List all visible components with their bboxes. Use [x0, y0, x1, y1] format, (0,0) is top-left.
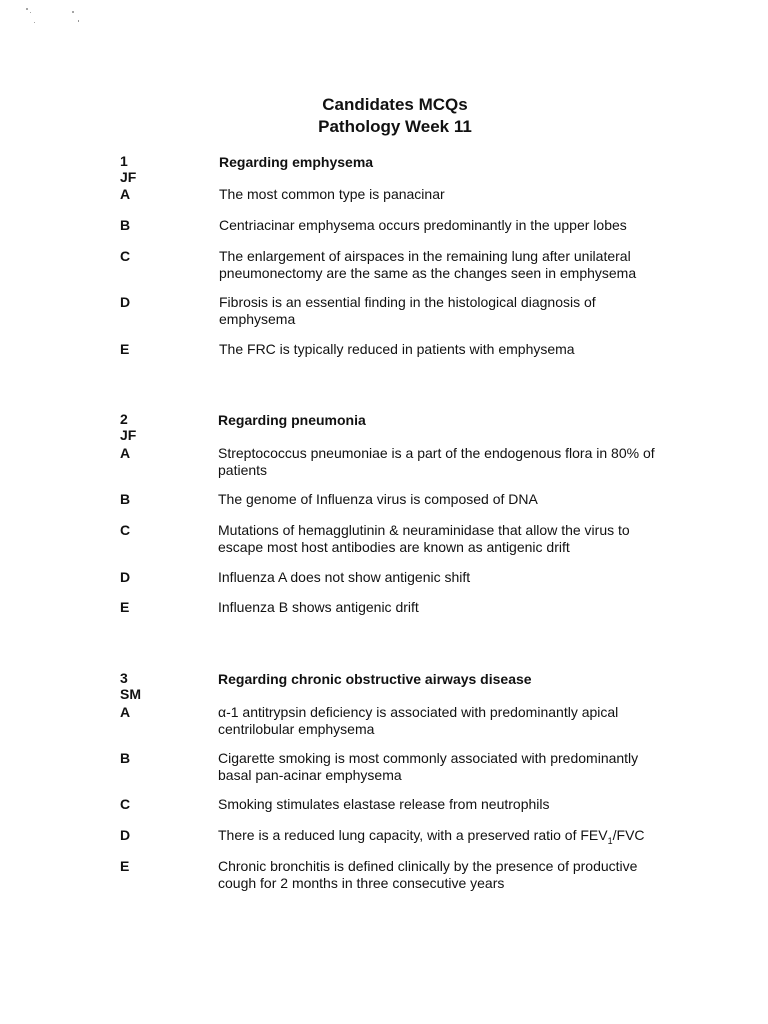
scan-speck — [30, 12, 31, 13]
option-text: Fibrosis is an essential finding in the histological diagnosis of emphysema — [219, 294, 596, 327]
option-letter: E — [120, 599, 130, 615]
option-letter: E — [120, 858, 130, 874]
document-title: Candidates MCQs — [322, 95, 468, 114]
option-letter: D — [120, 569, 131, 585]
option-text: Chronic bronchitis is defined clinically by the presence of productive cough for 2 months in three consecutive years — [218, 858, 638, 891]
option-letter: B — [120, 217, 131, 233]
option-text: Cigarette smoking is most commonly associated with predominantly basal pan-acinar emphysema — [218, 750, 639, 783]
option-letter: C — [120, 796, 131, 812]
author-initials: JF — [120, 427, 137, 443]
question-stem: Regarding pneumonia — [218, 412, 366, 428]
scan-speck — [78, 20, 79, 22]
author-initials: JF — [120, 169, 137, 185]
option-text: α-1 antitrypsin deficiency is associated with predominantly apical centrilobular emphysema — [218, 704, 619, 737]
option-letter: B — [120, 750, 131, 766]
option-letter: A — [120, 186, 131, 202]
scan-speck — [72, 11, 74, 13]
option-text: The enlargement of airspaces in the remaining lung after unilateral pneumonectomy are the same as the changes seen in emphysema — [219, 248, 637, 281]
question-stem: Regarding emphysema — [219, 154, 374, 170]
author-initials: SM — [120, 686, 141, 702]
question-number: 3 — [120, 670, 128, 686]
option-text: Smoking stimulates elastase release from neutrophils — [218, 796, 550, 812]
question-stem: Regarding chronic obstructive airways disease — [218, 671, 532, 687]
option-text-tail: /FVC — [612, 827, 645, 843]
option-text-subscript: 1 — [607, 835, 613, 846]
option-text-main: There is a reduced lung capacity, with a preserved ratio of FEV — [218, 827, 608, 843]
option-text: Centriacinar emphysema occurs predominantly in the upper lobes — [219, 217, 627, 233]
question-number: 1 — [120, 153, 128, 169]
option-text: The most common type is panacinar — [219, 186, 445, 202]
option-text: The genome of Influenza virus is composed of DNA — [218, 491, 538, 507]
option-letter: C — [120, 522, 131, 538]
question-number: 2 — [120, 411, 128, 427]
document-subtitle: Pathology Week 11 — [318, 117, 472, 136]
option-letter: D — [120, 294, 131, 310]
option-text — [218, 827, 688, 849]
option-letter: D — [120, 827, 131, 843]
option-text: Influenza A does not show antigenic shift — [218, 569, 471, 585]
option-letter: A — [120, 704, 131, 720]
option-letter: A — [120, 445, 131, 461]
scan-speck — [34, 22, 35, 23]
option-text: Mutations of hemagglutinin & neuraminidase that allow the virus to escape most host antibodies are known as antigenic drift — [218, 522, 630, 555]
option-letter: E — [120, 341, 130, 357]
scan-speck — [26, 8, 28, 10]
option-letter: B — [120, 491, 131, 507]
option-text: The FRC is typically reduced in patients with emphysema — [219, 341, 575, 357]
option-text: Streptococcus pneumoniae is a part of the endogenous flora in 80% of patients — [218, 445, 655, 478]
option-letter: C — [120, 248, 131, 264]
option-text: Influenza B shows antigenic drift — [218, 599, 419, 615]
